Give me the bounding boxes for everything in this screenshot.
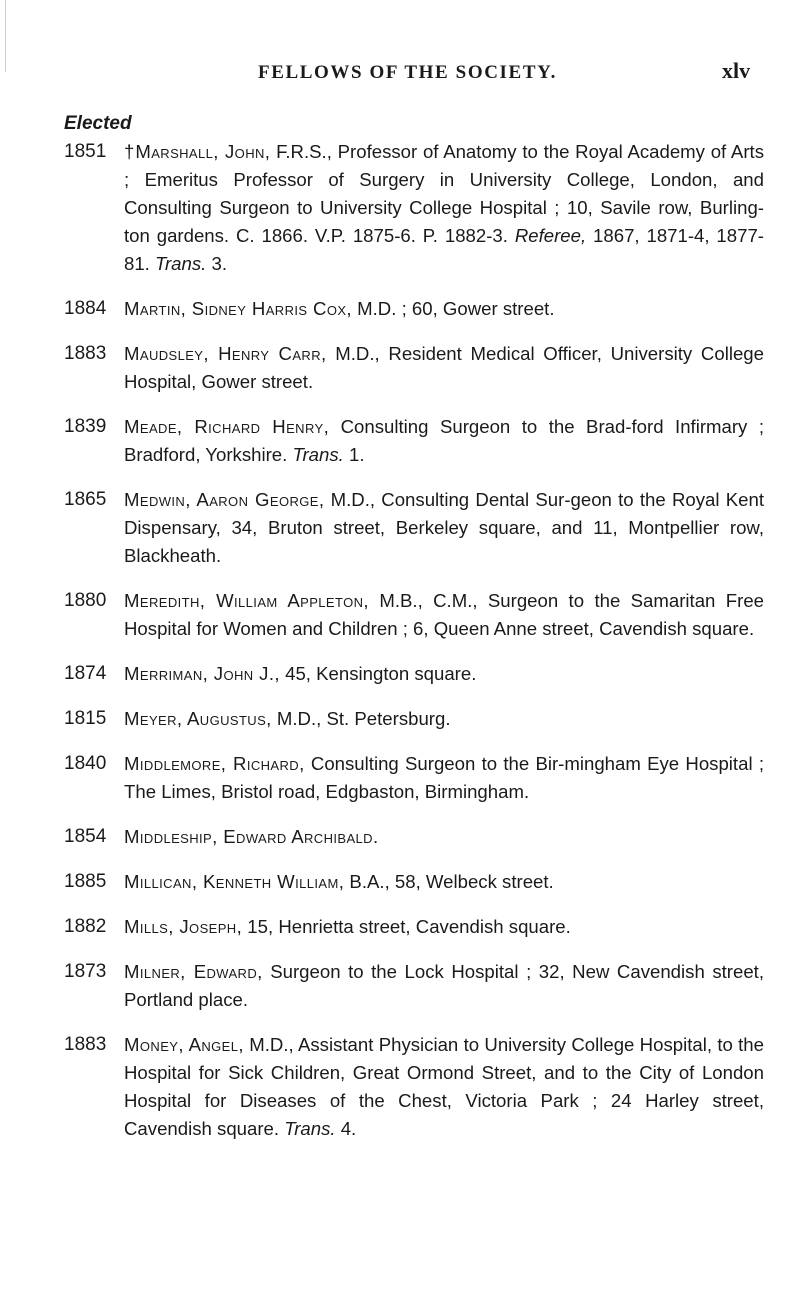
- entry-name: Milner, Edward,: [124, 961, 263, 982]
- entry-name: †Marshall, John,: [124, 141, 271, 162]
- entry-text: [124, 295, 764, 323]
- entry-details: Consulting Surgeon to the Brad-ford Infirmary ; Bradford, Yorkshire.: [124, 416, 764, 465]
- entry-year: 1839: [64, 416, 107, 437]
- entry-year: 1880: [64, 590, 107, 611]
- entry-text: [124, 660, 764, 688]
- entry-name: Middlemore, Richard,: [124, 753, 305, 774]
- entry-name: Maudsley, Henry Carr,: [124, 343, 327, 364]
- entry-year: 1865: [64, 489, 107, 510]
- entry-details: F.R.S., Professor of Anatomy to the Royal Academy of Arts ; Emeritus Professor of Surgery in University College, London, and Consulting Surgeon to University College Hospital ; 10, Savile row, Burling-ton gardens. C. 1866. V.P. 1875-6. P. 1882-3.: [124, 141, 764, 246]
- entry-details: M.D., Assistant Physician to University College Hospital, to the Hospital for Sick Children, Great Ormond Street, and to the City of London Hospital for Diseases of the Chest, Victoria Park ; 24 Harley street, Cavendish square.: [124, 1034, 764, 1139]
- list-item: [64, 413, 764, 469]
- list-item: [64, 913, 764, 941]
- entry-italic: Referee,: [514, 225, 587, 246]
- list-item: [64, 1031, 764, 1143]
- entry-year: 1815: [64, 708, 107, 729]
- entry-year: 1840: [64, 753, 107, 774]
- entry-year: 1884: [64, 298, 107, 319]
- entry-year: 1854: [64, 826, 107, 847]
- entry-year: 1885: [64, 871, 107, 892]
- entry-text: [124, 913, 764, 941]
- entry-name: Money, Angel,: [124, 1034, 244, 1055]
- entry-italic: Trans.: [284, 1118, 336, 1139]
- entry-details-2: 1867, 1871-4, 1877-81.: [124, 225, 764, 274]
- entry-details: M.D., Consulting Dental Sur-geon to the Royal Kent Dispensary, 34, Bruton street, Berkeley square, and 11, Montpellier row, Blackheath.: [124, 489, 764, 566]
- entry-italic-2: Trans.: [155, 253, 207, 274]
- fellows-list: [64, 138, 764, 1160]
- entry-year: 1851: [64, 141, 107, 162]
- entry-name: Martin, Sidney Harris Cox,: [124, 298, 352, 319]
- entry-details: Surgeon to the Lock Hospital ; 32, New Cavendish street, Portland place.: [124, 961, 764, 1010]
- list-item: [64, 660, 764, 688]
- page-number: xlv: [722, 58, 751, 83]
- entry-name: Meyer, Augustus,: [124, 708, 272, 729]
- entry-year: 1882: [64, 916, 107, 937]
- entry-details: 45, Kensington square.: [279, 663, 477, 684]
- entry-text: [124, 486, 764, 570]
- entry-text: [124, 138, 764, 278]
- entry-details: M.B., C.M., Surgeon to the Samaritan Free Hospital for Women and Children ; 6, Queen Anne street, Cavendish square.: [124, 590, 764, 639]
- entry-text: [124, 823, 764, 851]
- entry-text: [124, 750, 764, 806]
- entry-details: 15, Henrietta street, Cavendish square.: [242, 916, 571, 937]
- entry-name: Mills, Joseph,: [124, 916, 243, 937]
- running-header: [0, 56, 800, 90]
- entry-year: 1883: [64, 1034, 107, 1055]
- entry-text: [124, 705, 764, 733]
- entry-italic: Trans.: [292, 444, 344, 465]
- entry-details: Consulting Surgeon to the Bir-mingham Eye Hospital ; The Limes, Bristol road, Edgbaston, Birmingham.: [124, 753, 764, 802]
- entry-name: Meredith, William Appleton,: [124, 590, 369, 611]
- entry-details-2: 4.: [335, 1118, 357, 1139]
- entry-text: [124, 413, 764, 469]
- entry-details-2: 1.: [343, 444, 365, 465]
- list-item: [64, 705, 764, 733]
- list-item: [64, 340, 764, 396]
- running-title: FELLOWS OF THE SOCIETY.: [258, 62, 558, 83]
- entry-details: M.D., St. Petersburg.: [271, 708, 451, 729]
- entry-text: [124, 340, 764, 396]
- entry-details-3: 3.: [206, 253, 228, 274]
- entry-text: [124, 868, 764, 896]
- entry-year: 1873: [64, 961, 107, 982]
- list-item: [64, 750, 764, 806]
- list-item: [64, 295, 764, 323]
- entry-year: 1883: [64, 343, 107, 364]
- entry-details: B.A., 58, Welbeck street.: [344, 871, 554, 892]
- list-item: [64, 138, 764, 278]
- entry-text: [124, 587, 764, 643]
- entry-year: 1874: [64, 663, 107, 684]
- entry-name: Millican, Kenneth William,: [124, 871, 345, 892]
- list-item: [64, 823, 764, 851]
- entry-name: Merriman, John J.,: [124, 663, 280, 684]
- list-item: [64, 486, 764, 570]
- entry-text: [124, 958, 764, 1014]
- entry-name: Middleship, Edward Archibald.: [124, 826, 379, 847]
- elected-column-label: Elected: [64, 113, 132, 134]
- entry-name: Medwin, Aaron George,: [124, 489, 325, 510]
- entry-text: [124, 1031, 764, 1143]
- list-item: [64, 958, 764, 1014]
- entry-details: M.D. ; 60, Gower street.: [351, 298, 555, 319]
- entry-name: Meade, Richard Henry,: [124, 416, 330, 437]
- list-item: [64, 868, 764, 896]
- entry-details: M.D., Resident Medical Officer, University College Hospital, Gower street.: [124, 343, 764, 392]
- list-item: [64, 587, 764, 643]
